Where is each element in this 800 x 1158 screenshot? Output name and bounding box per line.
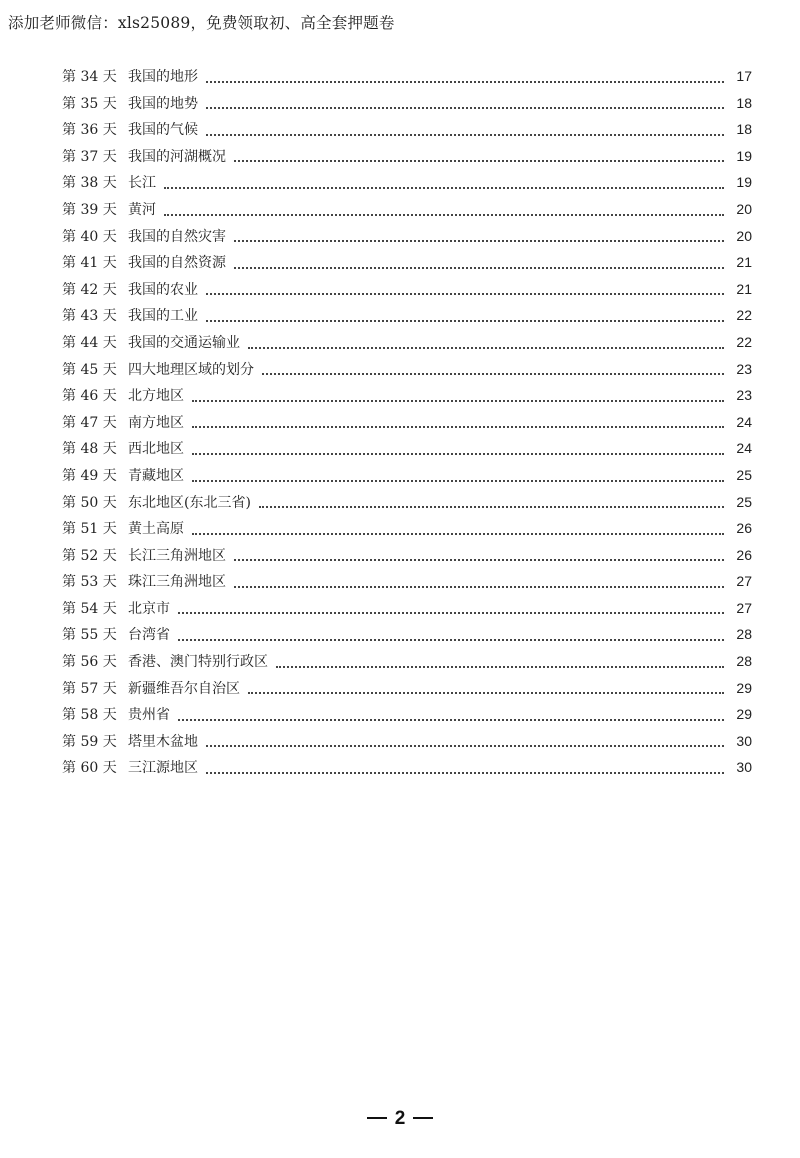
toc-entry-page: 28 [736, 626, 752, 643]
toc-entry-page: 18 [736, 121, 752, 138]
toc-entry[interactable] [62, 172, 752, 199]
toc-entry-title: 我国的交通运输业 [128, 334, 240, 351]
toc-entry-page: 21 [736, 280, 752, 297]
toc-entry[interactable] [62, 305, 752, 332]
toc-entry-title: 台湾省 [128, 627, 170, 644]
toc-entry[interactable] [62, 119, 752, 146]
toc-entry-day: 第 44 天 [62, 334, 117, 351]
toc-entry[interactable] [62, 93, 752, 120]
toc-entry[interactable] [62, 412, 752, 439]
toc-entry-page: 29 [736, 706, 752, 723]
toc-entry-title: 珠江三角洲地区 [128, 574, 226, 591]
toc-entry-page: 23 [736, 387, 752, 404]
toc-dot-leader [234, 160, 724, 162]
toc-entry-title: 长江三角洲地区 [128, 547, 226, 564]
toc-entry[interactable] [62, 598, 752, 625]
toc-entry-day: 第 39 天 [62, 201, 117, 218]
toc-dot-leader [178, 639, 724, 641]
toc-entry-title: 南方地区 [128, 414, 184, 431]
toc-entry-page: 17 [736, 68, 752, 84]
toc-dot-leader [164, 214, 724, 216]
toc-entry-day: 第 48 天 [62, 441, 117, 458]
toc-entry-page: 19 [736, 174, 752, 191]
toc-entry[interactable] [62, 731, 752, 758]
toc-entry[interactable] [62, 66, 752, 93]
table-of-contents [62, 66, 752, 784]
right-dash [413, 1117, 433, 1119]
toc-entry-page: 20 [736, 227, 752, 244]
toc-dot-leader [206, 745, 724, 747]
toc-entry-day: 第 53 天 [62, 574, 117, 591]
toc-entry-day: 第 34 天 [62, 69, 117, 85]
toc-dot-leader [206, 772, 724, 774]
toc-entry[interactable] [62, 226, 752, 253]
left-dash [367, 1117, 387, 1119]
toc-entry[interactable] [62, 492, 752, 519]
toc-dot-leader [234, 559, 724, 561]
toc-entry-day: 第 36 天 [62, 122, 117, 139]
toc-dot-leader [248, 692, 724, 694]
toc-entry-page: 30 [736, 732, 752, 749]
toc-entry-day: 第 43 天 [62, 308, 117, 325]
toc-entry-page: 25 [736, 466, 752, 483]
toc-entry[interactable] [62, 199, 752, 226]
toc-entry-day: 第 49 天 [62, 467, 117, 484]
toc-entry-title: 我国的自然资源 [128, 255, 226, 272]
toc-entry-title: 贵州省 [128, 707, 170, 724]
toc-entry-page: 24 [736, 440, 752, 457]
toc-entry-page: 25 [736, 493, 752, 510]
toc-entry-day: 第 56 天 [62, 654, 117, 671]
toc-entry-day: 第 40 天 [62, 228, 117, 245]
watermark-text: 添加老师微信：xls25089，免费领取初、高全套押题卷 [8, 14, 395, 32]
toc-entry[interactable] [62, 545, 752, 572]
toc-entry-page: 26 [736, 520, 752, 537]
toc-dot-leader [164, 187, 724, 189]
toc-entry-title: 西北地区 [128, 441, 184, 458]
toc-dot-leader [206, 134, 724, 136]
toc-entry-title: 青藏地区 [128, 467, 184, 484]
toc-entry[interactable] [62, 146, 752, 173]
toc-entry-page: 30 [736, 759, 752, 776]
toc-entry[interactable] [62, 438, 752, 465]
toc-entry[interactable] [62, 571, 752, 598]
toc-entry-title: 我国的自然灾害 [128, 228, 226, 245]
toc-entry-title: 香港、澳门特别行政区 [128, 654, 268, 671]
toc-entry-page: 27 [736, 573, 752, 590]
toc-dot-leader [178, 719, 724, 721]
toc-dot-leader [206, 293, 724, 295]
toc-dot-leader [276, 666, 724, 668]
toc-entry-title: 三江源地区 [128, 760, 198, 777]
toc-entry-day: 第 45 天 [62, 361, 117, 378]
toc-entry-title: 东北地区(东北三省) [128, 494, 251, 511]
toc-entry[interactable] [62, 279, 752, 306]
toc-entry-day: 第 59 天 [62, 733, 117, 750]
toc-entry-day: 第 35 天 [62, 95, 117, 112]
toc-entry[interactable] [62, 757, 752, 784]
toc-dot-leader [192, 400, 724, 402]
toc-entry-day: 第 54 天 [62, 600, 117, 617]
toc-dot-leader [192, 533, 724, 535]
toc-entry-page: 23 [736, 360, 752, 377]
toc-entry-page: 29 [736, 679, 752, 696]
toc-entry-title: 长江 [128, 175, 156, 192]
toc-entry-day: 第 55 天 [62, 627, 117, 644]
toc-entry-day: 第 58 天 [62, 707, 117, 724]
toc-dot-leader [262, 373, 724, 375]
toc-entry-title: 我国的农业 [128, 281, 198, 298]
toc-entry[interactable] [62, 465, 752, 492]
toc-dot-leader [259, 506, 724, 508]
toc-entry-page: 22 [736, 333, 752, 350]
toc-entry-day: 第 60 天 [62, 760, 117, 777]
toc-entry-page: 18 [736, 94, 752, 111]
toc-entry-title: 塔里木盆地 [128, 733, 198, 750]
toc-dot-leader [206, 320, 724, 322]
toc-entry[interactable] [62, 359, 752, 386]
toc-entry-title: 我国的地势 [128, 95, 198, 112]
toc-dot-leader [234, 240, 724, 242]
toc-entry-day: 第 37 天 [62, 148, 117, 165]
toc-entry[interactable] [62, 252, 752, 279]
toc-entry-page: 21 [736, 254, 752, 271]
toc-entry-title: 我国的工业 [128, 308, 198, 325]
page-number-value: 2 [394, 1108, 406, 1129]
toc-dot-leader [206, 81, 724, 83]
toc-entry-title: 新疆维吾尔自治区 [128, 680, 240, 697]
toc-entry-title: 黄河 [128, 201, 156, 218]
toc-dot-leader [248, 347, 724, 349]
toc-entry-page: 22 [736, 307, 752, 324]
toc-entry-day: 第 51 天 [62, 521, 117, 538]
toc-entry-page: 27 [736, 599, 752, 616]
toc-dot-leader [206, 107, 724, 109]
toc-entry[interactable] [62, 624, 752, 651]
toc-entry-day: 第 46 天 [62, 388, 117, 405]
toc-entry-title: 黄土高原 [128, 521, 184, 538]
toc-entry[interactable] [62, 651, 752, 678]
toc-entry-day: 第 42 天 [62, 281, 117, 298]
toc-entry[interactable] [62, 678, 752, 705]
toc-dot-leader [192, 480, 724, 482]
page-number [0, 1108, 800, 1130]
toc-entry-day: 第 41 天 [62, 255, 117, 272]
toc-dot-leader [234, 586, 724, 588]
toc-entry-page: 20 [736, 200, 752, 217]
toc-entry-page: 19 [736, 147, 752, 164]
toc-entry-day: 第 57 天 [62, 680, 117, 697]
toc-entry-page: 28 [736, 653, 752, 670]
toc-dot-leader [192, 426, 724, 428]
toc-entry[interactable] [62, 518, 752, 545]
toc-entry[interactable] [62, 332, 752, 359]
toc-dot-leader [192, 453, 724, 455]
toc-entry-day: 第 52 天 [62, 547, 117, 564]
toc-entry-title: 我国的河湖概况 [128, 148, 226, 165]
toc-entry-page: 26 [736, 546, 752, 563]
toc-entry-day: 第 38 天 [62, 175, 117, 192]
toc-entry-day: 第 47 天 [62, 414, 117, 431]
toc-entry[interactable] [62, 704, 752, 731]
toc-entry[interactable] [62, 385, 752, 412]
toc-entry-title: 北方地区 [128, 388, 184, 405]
toc-entry-day: 第 50 天 [62, 494, 117, 511]
toc-entry-title: 北京市 [128, 600, 170, 617]
toc-entry-title: 我国的气候 [128, 122, 198, 139]
toc-entry-title: 我国的地形 [128, 69, 198, 85]
toc-dot-leader [178, 612, 724, 614]
toc-entry-page: 24 [736, 413, 752, 430]
toc-entry-title: 四大地理区域的划分 [128, 361, 254, 378]
toc-dot-leader [234, 267, 724, 269]
